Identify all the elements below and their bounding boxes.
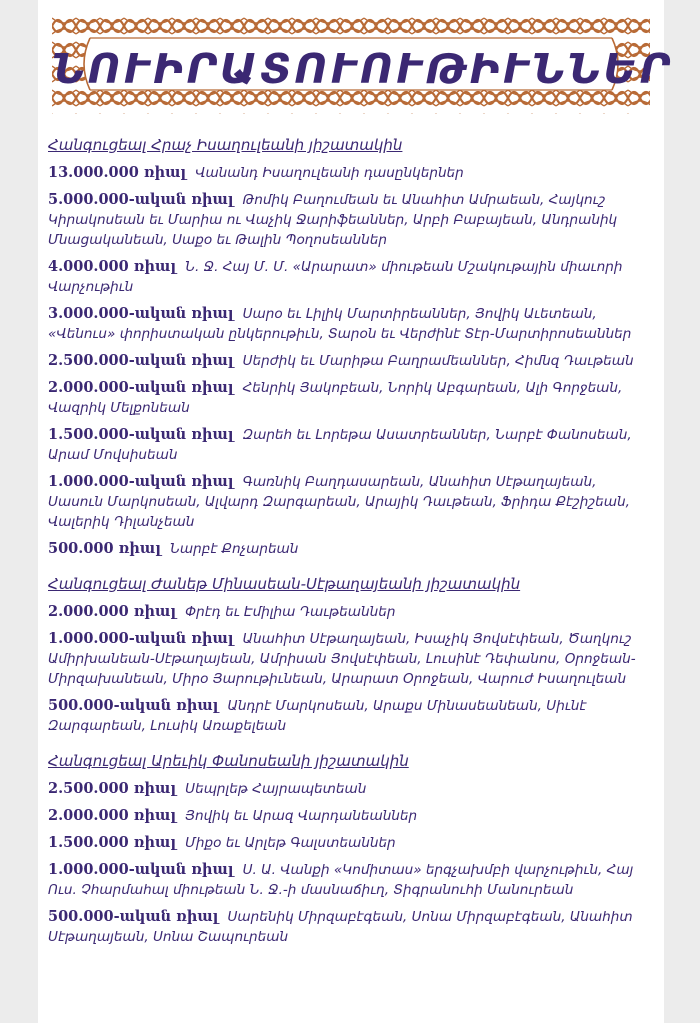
- donor-names: Միքօ եւ Արլեթ Գալստեաններ: [185, 835, 396, 851]
- donation-entry: [48, 629, 652, 689]
- donor-names: Անահիտ Սէթաղայեան, Իսաչիկ Յովսէփեան, Ծաղկուշ Ամիրխանեան-Սէթաղայեան, Ամրիսան Յովսէփեան, Լուսինէ Դեփանոս, Օրոջեան-Միրզախանեան, Միրօ Յարութիւնեան, Արարատ Օրոջեան, Վարուժ Իսաղուլեան: [48, 631, 636, 687]
- donor-names: Ս. Ա. Վանքի «Կոմիտաս» երգչախմբի վարչութիւն, Հայ Ուս. Չհարմահալ միութեան Ն. Ջ.-ի մասնաճիւղ, Տիգրանուհի Մանուրեան: [48, 862, 634, 898]
- donation-entry: [48, 833, 652, 853]
- title-banner: [52, 14, 673, 114]
- donation-entry: [48, 257, 652, 297]
- donor-names: Յովիկ եւ Արազ Վարդանեաններ: [185, 808, 418, 824]
- donor-names: Զարեհ եւ Լորեթա Ասատրեաններ, Նարբէ Փանոսեան, Արամ Մովսիսեան: [48, 427, 632, 463]
- donor-names: Նարբէ Քոչարեան: [169, 541, 299, 557]
- donation-entry: [48, 425, 652, 465]
- donation-amount: 5.000.000-ական ռիալ: [48, 191, 234, 208]
- donor-names: Սեպրլեթ Հայրապետեան: [185, 781, 367, 797]
- section-title: Հանգուցեալ Հրաչ Իսաղուլեանի յիշատակին: [48, 136, 403, 154]
- memorial-section: [48, 752, 652, 947]
- donor-names: Սերժիկ եւ Մարիթա Բաղրամեաններ, Հիմնզ Դաւթեան: [242, 353, 634, 369]
- donation-amount: 2.000.000-ական ռիալ: [48, 379, 234, 396]
- document-page: [38, 0, 673, 1023]
- donation-entry: [48, 860, 652, 900]
- donation-amount: 4.000.000 ռիալ: [48, 258, 177, 275]
- donation-amount: 2.000.000 ռիալ: [48, 603, 177, 620]
- donor-names: Սարենիկ Միրզաբէգեան, Սոնա Միրզաբէգեան, Անահիտ Սէթաղայեան, Սոնա Շապուրեան: [48, 909, 633, 945]
- donation-entry: [48, 602, 652, 622]
- donation-entry: [48, 779, 652, 799]
- donation-entry: [48, 696, 652, 736]
- donation-amount: 1.500.000 ռիալ: [48, 834, 177, 851]
- donation-entry: [48, 539, 652, 559]
- donation-amount: 2.000.000 ռիալ: [48, 807, 177, 824]
- memorial-section: [48, 136, 652, 559]
- donor-names: Հենրիկ Յակոբեան, Նորիկ Աբգարեան, Ալի Գորջեան, Վազրիկ Մելքոնեան: [48, 380, 623, 416]
- donation-amount: 13.000.000 ռիալ: [48, 164, 187, 181]
- donor-names: Փրէդ եւ Էմիլիա Դաւթեաններ: [185, 604, 396, 620]
- donor-names: Թոմիկ Բաղումեան եւ Անահիտ Ամրաեան, Հայկուշ Կիրակոսեան եւ Մարիա ու Վաչիկ Ջարիֆեաններ, Արբի Բաբայեան, Անդրանիկ Մնացականեան, Սաքօ եւ Թալին Պօղոսեաններ: [48, 192, 618, 248]
- section-title: Հանգուցեալ Ժանեթ Մինասեան-Սէթաղայեանի յիշատակին: [48, 575, 521, 593]
- donor-names: Ն. Ջ. Հայ Մ. Մ. «Արարատ» միութեան Մշակութային միաւորի Վարչութիւն: [48, 259, 623, 295]
- donation-entry: [48, 190, 652, 250]
- donation-entry: [48, 472, 652, 532]
- donor-names: Սարօ եւ Լիլիկ Մարտիրեաններ, Յովիկ Աւետեան, «Վենուս» փորիստական ընկերութիւն, Տարօն եւ Վերժինէ Տէր-Մարտիրոսեաններ: [48, 306, 632, 342]
- donation-amount: 2.500.000-ական ռիալ: [48, 352, 234, 369]
- section-title: Հանգուցեալ Արեւիկ Փանոսեանի յիշատակին: [48, 752, 409, 770]
- donation-amount: 3.000.000-ական ռիալ: [48, 305, 234, 322]
- donations-list: [48, 136, 652, 963]
- donation-entry: [48, 351, 652, 371]
- donation-entry: [48, 304, 652, 344]
- donation-amount: 1.000.000-ական ռիալ: [48, 861, 234, 878]
- donation-entry: [48, 806, 652, 826]
- donation-entry: [48, 163, 652, 183]
- memorial-section: [48, 575, 652, 736]
- donation-amount: 500.000-ական ռիալ: [48, 697, 219, 714]
- donation-amount: 1.000.000-ական ռիալ: [48, 630, 234, 647]
- donation-amount: 500.000-ական ռիալ: [48, 908, 219, 925]
- donation-amount: 1.500.000-ական ռիալ: [48, 426, 234, 443]
- donation-amount: 2.500.000 ռիալ: [48, 780, 177, 797]
- donation-entry: [48, 907, 652, 947]
- donation-entry: [48, 378, 652, 418]
- donor-names: Վանանդ Իսաղուլեանի դասընկերներ: [195, 165, 464, 181]
- donor-names: Անդրէ Մարկոսեան, Արաքս Մինասեանեան, Սիւնէ Զարգարեան, Լուսիկ Առաքելեան: [48, 698, 587, 734]
- donation-amount: 1.000.000-ական ռիալ: [48, 473, 234, 490]
- donation-amount: 500.000 ռիալ: [48, 540, 161, 557]
- page-title: ՆՈՒԻՐԱՏՈՒՈՒԹԻՒՆՆԵՐ: [52, 45, 673, 93]
- donor-names: Գառնիկ Բաղդասարեան, Անահիտ Սէթաղայեան, Սասուն Մարկոսեան, Ալվարդ Զարգարեան, Արայիկ Դաւթեան, Ֆրիդա Քէշիշեան, Վալերիկ Դիլանչեան: [48, 474, 630, 530]
